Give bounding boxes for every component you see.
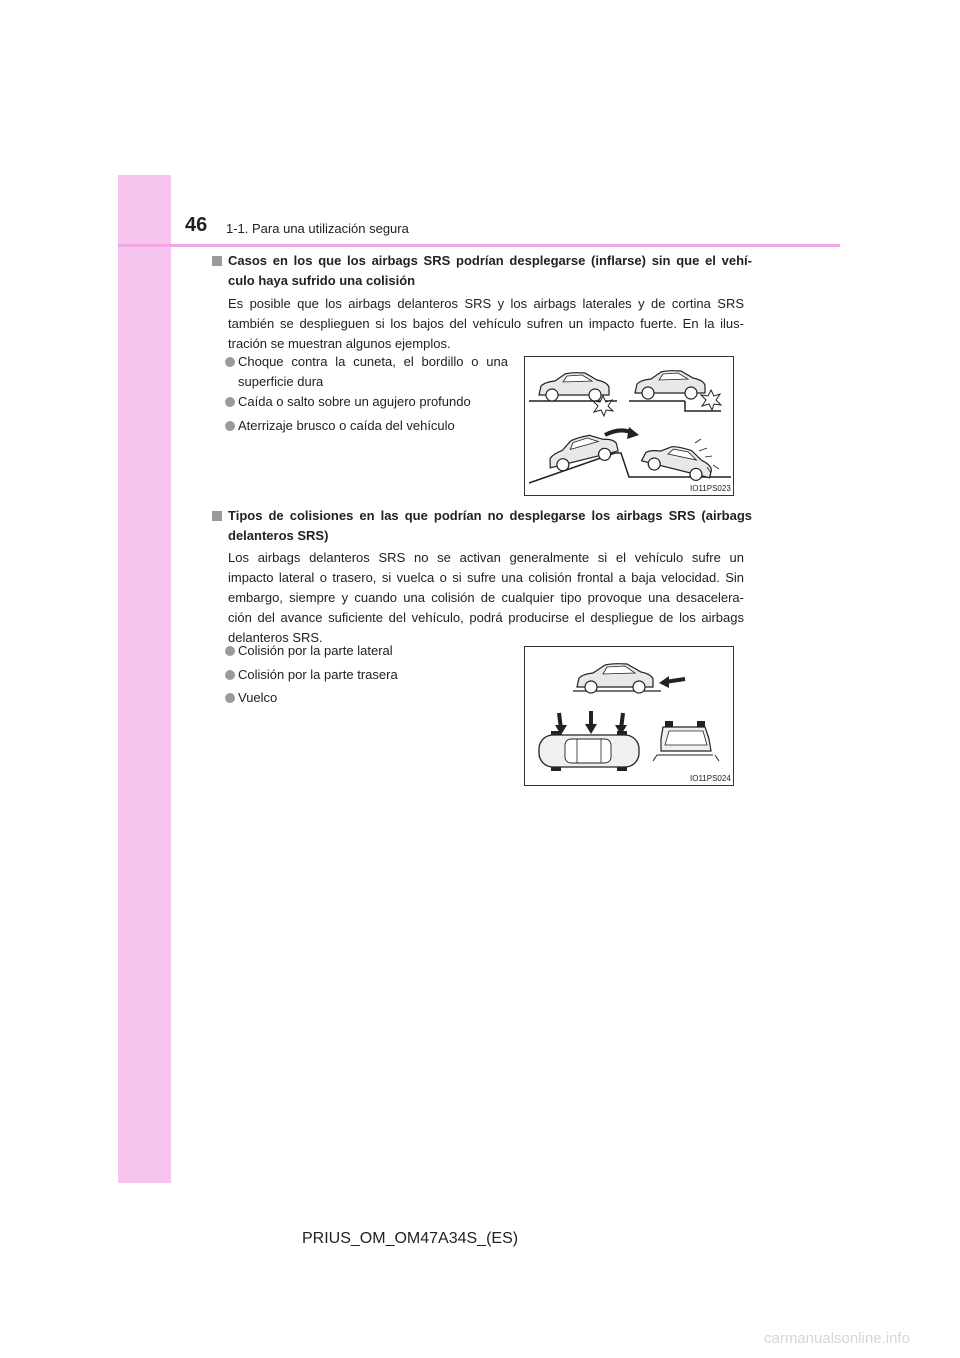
heading-airbag-may-not-deploy: Tipos de colisiones en las que podrían no desplegarse los airbags SRS (airbags delanteros SRS) bbox=[212, 506, 752, 546]
list-item: Colisión por la parte trasera bbox=[225, 665, 398, 685]
list-item: Colisión por la parte lateral bbox=[225, 641, 393, 661]
heading-airbag-deploy-without-collision: Casos en los que los airbags SRS podrían desplegarse (inflarse) sin que el vehí- culo haya sufrido una colisión bbox=[212, 251, 752, 291]
footer-document-code: PRIUS_OM_OM47A34S_(ES) bbox=[302, 1230, 519, 1247]
illustration-underbody-impacts bbox=[524, 356, 734, 496]
paragraph-airbag-deploy-description: Es posible que los airbags delanteros SRS y los airbags laterales y de cortina SRS también se desplieguen si los bajos del vehículo sufren un impacto fuerte. En la ilus- tración se muestran algunos ejemplos. bbox=[228, 296, 744, 351]
list-item: Vuelco bbox=[225, 688, 277, 708]
square-bullet-icon bbox=[212, 511, 222, 521]
header-rule bbox=[118, 244, 840, 247]
page-number: 46 bbox=[185, 214, 208, 236]
square-bullet-icon bbox=[212, 256, 222, 266]
paragraph-airbag-not-deploy-description: Los airbags delanteros SRS no se activan generalmente si el vehículo sufre un impacto lateral o trasero, si vuelca o si sufre una colisión frontal a baja velocidad. Sin embargo, siempre y cuando una colisión de cualquier tipo provoque una desacelera- ción del avance suficiente del vehículo, podrá producirse el despliegue de los airbags delanteros SRS. bbox=[228, 550, 744, 645]
list-item: Caída o salto sobre un agujero profundo bbox=[225, 392, 471, 412]
list-item: Aterrizaje brusco o caída del vehículo bbox=[225, 416, 455, 436]
circle-bullet-icon bbox=[225, 397, 235, 407]
circle-bullet-icon bbox=[225, 670, 235, 680]
figure-code: IO11PS023 bbox=[690, 484, 731, 493]
watermark: carmanualsonline.info bbox=[764, 1330, 910, 1347]
circle-bullet-icon bbox=[225, 421, 235, 431]
section-title: 1-1. Para una utilización segura bbox=[226, 221, 409, 236]
circle-bullet-icon bbox=[225, 646, 235, 656]
list-item: Choque contra la cuneta, el bordillo o una superficie dura bbox=[225, 352, 508, 392]
figure-code: IO11PS024 bbox=[690, 774, 731, 783]
circle-bullet-icon bbox=[225, 693, 235, 703]
circle-bullet-icon bbox=[225, 357, 235, 367]
illustration-non-deploy-collisions bbox=[524, 646, 734, 786]
side-color-band bbox=[118, 175, 171, 1183]
